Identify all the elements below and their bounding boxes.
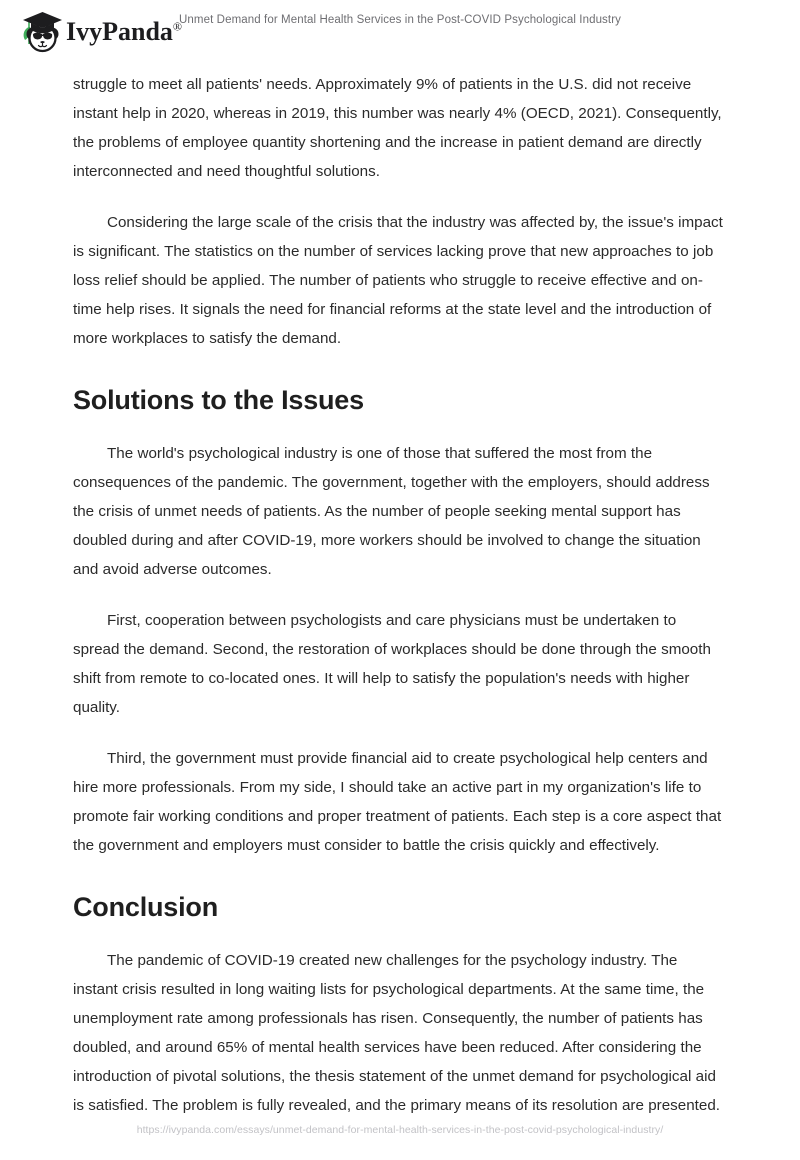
page-header xyxy=(0,0,800,62)
section-heading: Solutions to the Issues xyxy=(73,385,364,415)
source-url[interactable]: https://ivypanda.com/essays/unmet-demand-for-mental-health-services-in-the-post-covid-psychological-industry/ xyxy=(136,1124,664,1136)
body-paragraph: struggle to meet all patients' needs. Approximately 9% of patients in the U.S. did not receive instant help in 2020, whereas in 2019, this number was nearly 4% (OECD, 2021). Consequently, the problems of employee quantity shortening and the increase in patient demand are directly interconnected and need thoughtful solutions. xyxy=(73,76,722,180)
page-footer xyxy=(0,1120,800,1138)
registered-trademark-icon: ® xyxy=(172,19,183,34)
body-paragraph: The world's psychological industry is one of those that suffered the most from the consequences of the pandemic. The government, together with the employers, should address the crisis of unmet needs of patients. As the number of people seeking mental support has doubled during and after COVID-19, more workers should be involved to change the situation and avoid adverse outcomes. xyxy=(73,445,710,578)
body-paragraph: Considering the large scale of the crisis that the industry was affected by, the issue's impact is significant. The statistics on the number of services lacking prove that new approaches to job loss relief should be applied. The number of patients who struggle to receive effective and on-time help rises. It signals the need for financial reforms at the state level and the introduction of more workplaces to satisfy the demand. xyxy=(73,214,723,347)
body-paragraph: The pandemic of COVID-19 created new challenges for the psychology industry. The instant crisis resulted in long waiting lists for psychological departments. At the same time, the unemployment rate among professionals has risen. Consequently, the number of patients has doubled, and around 65% of mental health services have been reduced. After considering the introduction of pivotal solutions, the thesis statement of the unmet demand for psychological aid is satisfied. The problem is fully revealed, and the primary means of its resolution are presented. xyxy=(73,952,721,1114)
brand-name-text: IvyPanda xyxy=(66,17,173,46)
body-paragraph: First, cooperation between psychologists and care physicians must be undertaken to spread the demand. Second, the restoration of workplaces should be done through the smooth shift from remote to co-located ones. It will help to satisfy the population's needs with higher quality. xyxy=(73,612,711,716)
body-paragraph: Third, the government must provide financial aid to create psychological help centers and hire more professionals. From my side, I should take an active part in my organization's life to promote fair working conditions and proper treatment of patients. Each step is a core aspect that the government and employers must consider to battle the crisis quickly and effectively. xyxy=(73,750,722,854)
document-title: Unmet Demand for Mental Health Services in the Post-COVID Psychological Industry xyxy=(179,14,621,26)
section-heading: Conclusion xyxy=(73,892,218,922)
document-content xyxy=(73,62,723,1142)
